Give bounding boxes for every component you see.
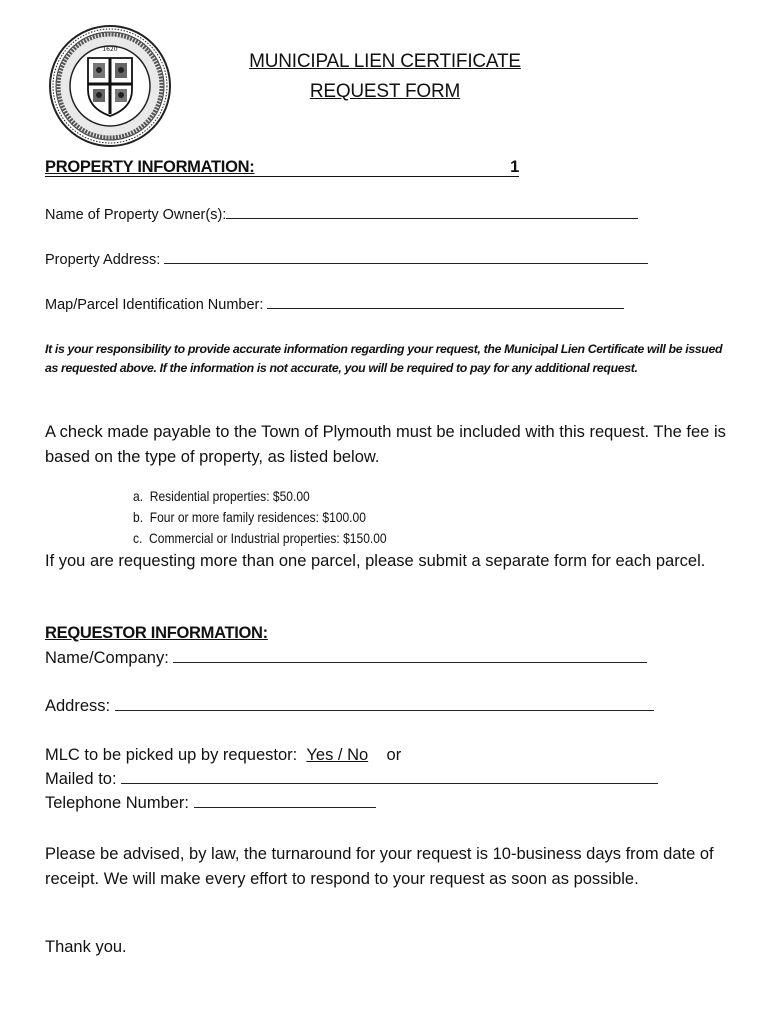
- map-parcel-label: Map/Parcel Identification Number:: [45, 297, 264, 313]
- fee-list: [133, 486, 387, 549]
- fee-marker: c.: [133, 530, 143, 546]
- requestor-name-label: Name/Company:: [45, 649, 169, 667]
- fee-item: [133, 486, 387, 507]
- requestor-address-label: Address:: [45, 697, 111, 715]
- property-heading-text: PROPERTY INFORMATION:: [45, 158, 255, 176]
- accuracy-warning: It is your responsibility to provide accurate information regarding your request, the Municipal Lien Certificate will be issued as requested above. If the information is not accurate, you will be required to pay for any additional request.: [45, 342, 723, 375]
- requestor-information-heading: REQUESTOR INFORMATION:: [45, 624, 268, 642]
- pickup-label: MLC to be picked up by requestor:: [45, 746, 298, 764]
- fee-marker: b.: [133, 509, 144, 525]
- fee-paragraph: A check made payable to the Town of Plymouth must be included with this request. The fee is based on the type of property, as listed below.: [45, 423, 726, 466]
- pickup-field: [45, 746, 401, 765]
- svg-text:1620: 1620: [102, 46, 118, 53]
- requestor-name-field: [45, 649, 647, 668]
- property-address-label: Property Address:: [45, 252, 161, 268]
- mailed-to-field: [45, 770, 658, 789]
- mailed-to-label: Mailed to:: [45, 770, 117, 788]
- telephone-field: [45, 794, 376, 813]
- fee-marker: a.: [133, 488, 144, 504]
- requestor-name-input-line[interactable]: [173, 650, 647, 663]
- map-parcel-field: [45, 296, 624, 313]
- fee-text: Residential properties: $50.00: [149, 488, 310, 504]
- property-address-input-line[interactable]: [164, 251, 648, 264]
- map-parcel-input-line[interactable]: [267, 296, 624, 309]
- requestor-address-input-line[interactable]: [115, 698, 654, 711]
- closing-text: Thank you.: [45, 938, 127, 956]
- property-count: 1: [510, 158, 519, 176]
- pickup-or: or: [386, 746, 402, 764]
- property-information-heading: [45, 158, 519, 177]
- fee-item: [133, 528, 387, 549]
- pickup-yes-no[interactable]: Yes / No: [306, 746, 369, 764]
- fee-text: Four or more family residences: $100.00: [149, 509, 366, 525]
- telephone-label: Telephone Number:: [45, 794, 190, 812]
- fee-text: Commercial or Industrial properties: $150.00: [149, 530, 387, 546]
- form-title-line2: REQUEST FORM: [309, 81, 461, 102]
- multi-parcel-paragraph: If you are requesting more than one parcel, please submit a separate form for each parcel.: [45, 552, 706, 570]
- fee-item: [133, 507, 387, 528]
- property-address-field: [45, 251, 648, 268]
- owner-input-line[interactable]: [226, 206, 638, 219]
- advisory-paragraph: Please be advised, by law, the turnaround for your request is 10-business days from date of receipt. We will make every effort to respond to your request as soon as possible.: [45, 845, 714, 888]
- owner-label: Name of Property Owner(s):: [45, 207, 227, 223]
- owner-field: [45, 206, 638, 223]
- form-title-line1: MUNICIPAL LIEN CERTIFICATE: [249, 51, 521, 72]
- telephone-input-line[interactable]: [194, 795, 376, 808]
- requestor-address-field: [45, 697, 654, 716]
- property-heading-rule: [45, 158, 519, 177]
- mailed-to-input-line[interactable]: [121, 771, 658, 784]
